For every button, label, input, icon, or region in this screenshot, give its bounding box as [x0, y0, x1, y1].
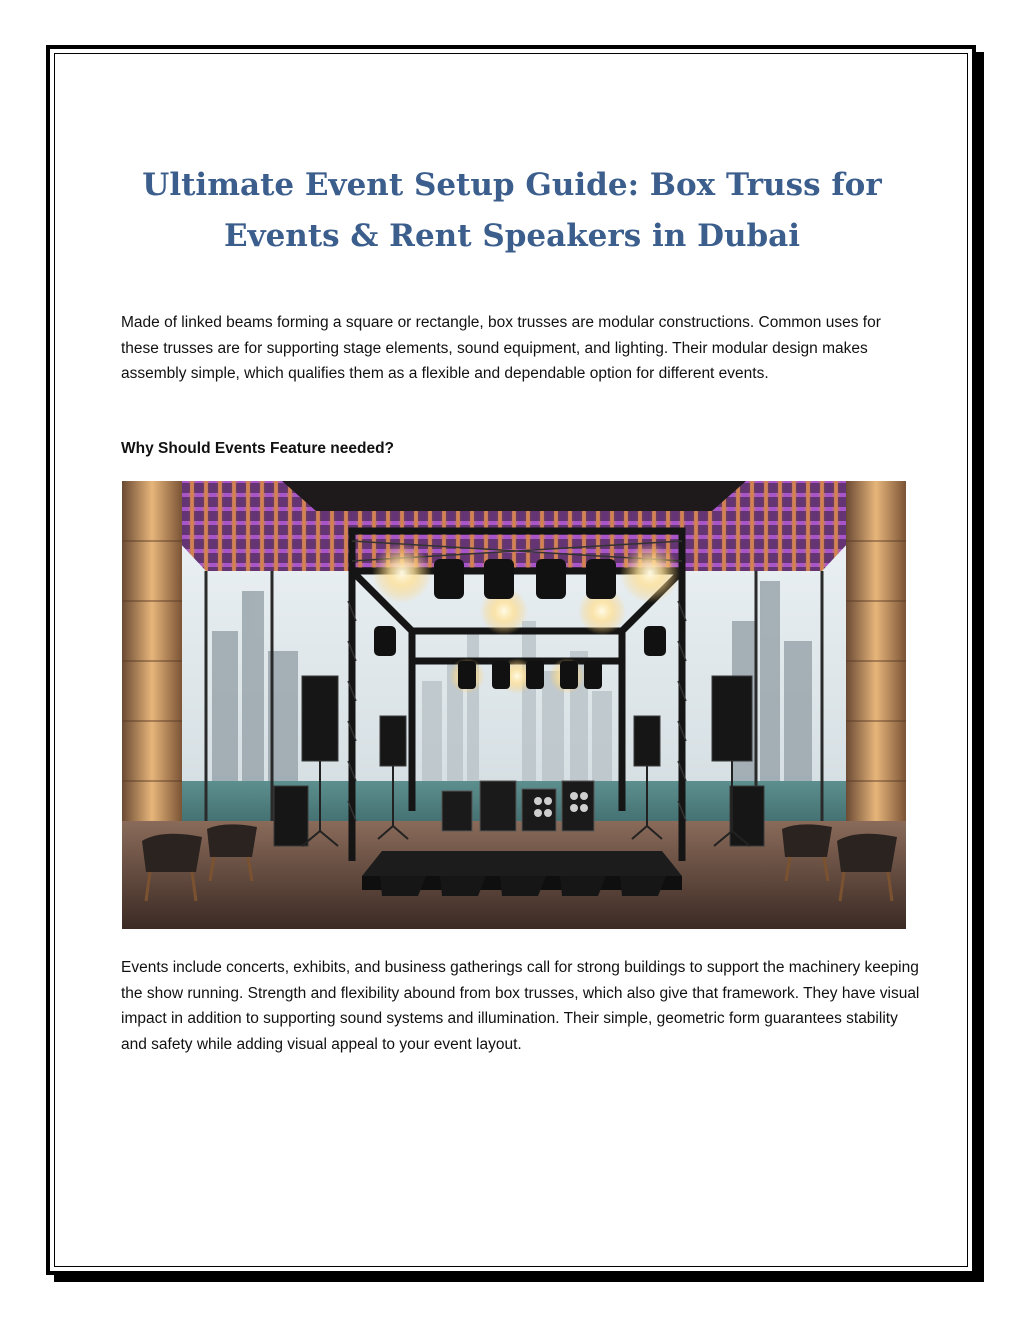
event-stage-photo — [122, 481, 906, 929]
section-heading: Why Should Events Feature needed? — [121, 440, 395, 457]
body-paragraph: Events include concerts, exhibits, and business gatherings call for strong buildings to support the machinery keeping the show running. Strength and flexibility abound from box trusses, which also give that framework. They have visual impact in addition to supporting sound systems and illumination. Their simple, geometric form guarantees stability and safety while adding visual appeal to your event layout. — [121, 959, 920, 1054]
intro-paragraph: Made of linked beams forming a square or rectangle, box trusses are modular constructions. Common uses for these trusses are for supporting stage elements, sound equipment, and lighting. Their modular design makes assembly simple, which qualifies them as a flexible and dependable option for different events. — [121, 314, 881, 383]
document-title: Ultimate Event Setup Guide: Box Truss for Events & Rent Speakers in Dubai — [142, 167, 882, 254]
